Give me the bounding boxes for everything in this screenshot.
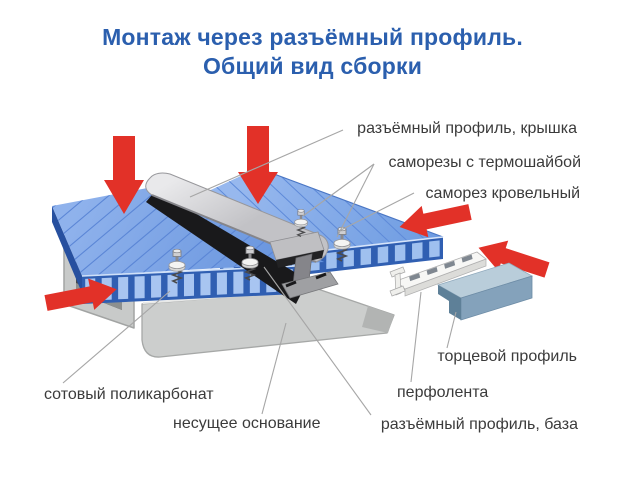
label-base-support: несущее основание bbox=[173, 415, 321, 432]
label-base-profile: разъёмный профиль, база bbox=[380, 416, 578, 433]
label-washer-screws: саморезы с термошайбой bbox=[388, 154, 581, 171]
leader-perfotape bbox=[411, 292, 421, 382]
leader-end-profile bbox=[447, 312, 456, 348]
page-title-line2: Общий вид сборки bbox=[202, 53, 423, 79]
page-title-line1: Монтаж через разъёмный профиль. bbox=[102, 24, 523, 50]
label-end-profile: торцевой профиль bbox=[437, 348, 577, 365]
label-polycarbonate: сотовый поликарбонат bbox=[44, 386, 214, 403]
label-roof-screw: саморез кровельный bbox=[425, 185, 580, 202]
label-cap: разъёмный профиль, крышка bbox=[357, 120, 577, 137]
label-perfotape: перфолента bbox=[397, 384, 489, 401]
